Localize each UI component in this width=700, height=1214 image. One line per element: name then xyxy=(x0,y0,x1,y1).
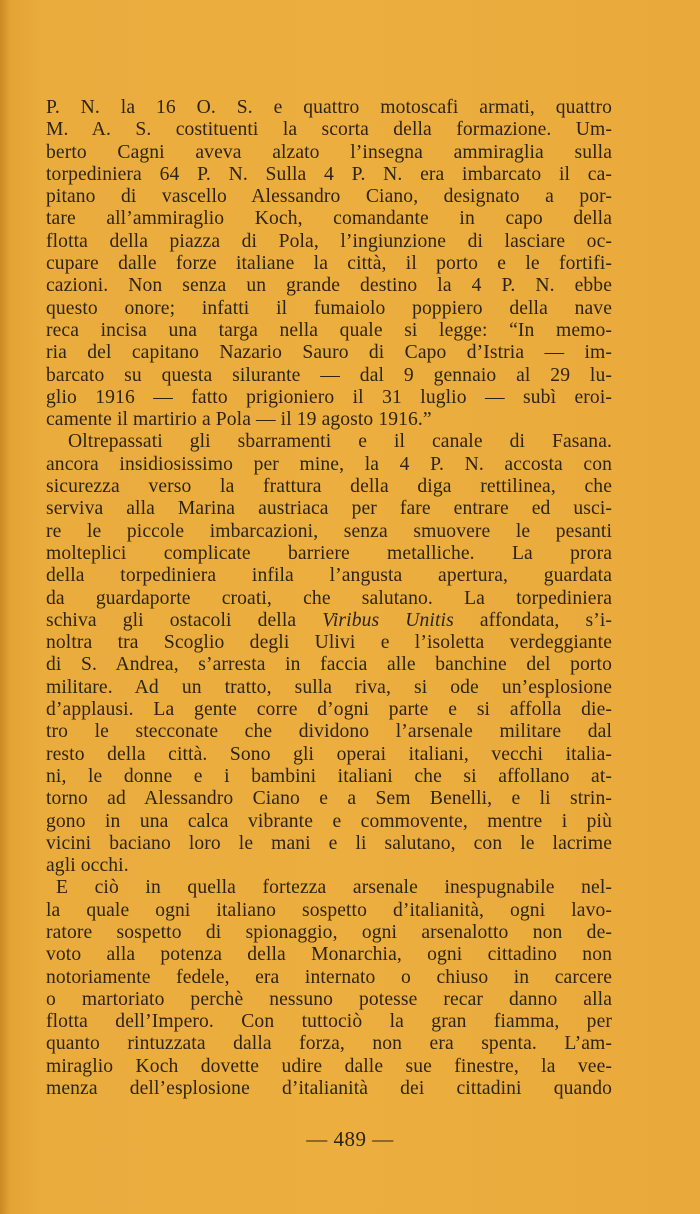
text-line: torpediniera 64 P. N. Sulla 4 P. N. era imbarcato il ca- xyxy=(46,163,612,185)
text-line: questo onore; infatti il fumaiolo poppiero della nave xyxy=(46,297,612,319)
text-line: menza dell’esplosione d’italianità dei cittadini quando xyxy=(46,1078,612,1100)
text-line: da guardaporte croati, che salutano. La torpediniera xyxy=(46,587,612,609)
binding-shadow xyxy=(0,0,10,1214)
text-line xyxy=(46,610,612,632)
text-line: ria del capitano Nazario Sauro di Capo d’Istria — im- xyxy=(46,342,612,364)
text-line: miraglio Koch dovette udire dalle sue finestre, la vee- xyxy=(46,1055,612,1077)
text-line: E ciò in quella fortezza arsenale inespugnabile nel- xyxy=(56,877,612,899)
page-number: — 489 — xyxy=(306,1127,394,1151)
text-line: cupare dalle forze italiane la città, il porto e le fortifi- xyxy=(46,253,612,275)
text-line: re le piccole imbarcazioni, senza smuovere le pesanti xyxy=(46,520,612,542)
text-line: tro le stecconate che dividono l’arsenale militare dal xyxy=(46,721,612,743)
text-line: barcato su questa silurante — dal 9 gennaio al 29 lu- xyxy=(46,364,612,386)
text-line: torno ad Alessandro Ciano e a Sem Benelli, e li strin- xyxy=(46,788,612,810)
text-line: voto alla potenza della Monarchia, ogni cittadino non xyxy=(46,944,612,966)
text-line: ni, le donne e i bambini italiani che si affollano at- xyxy=(46,765,612,787)
text-line: camente il martirio a Pola — il 19 agosto 1916.” xyxy=(46,409,432,431)
text-line: cazioni. Non senza un grande destino la 4 P. N. ebbe xyxy=(46,275,612,297)
text-line: tare all’ammiraglio Koch, comandante in capo della xyxy=(46,208,612,230)
text-line: della torpediniera infila l’angusta apertura, guardata xyxy=(46,565,612,587)
text-line: molteplici complicate barriere metalliche. La prora xyxy=(46,542,612,564)
text-line: ancora insidiosissimo per mine, la 4 P. N. accosta con xyxy=(46,453,612,475)
text-line: ratore sospetto di spionaggio, ogni arsenalotto non de- xyxy=(46,921,612,943)
text-line: agli occhi. xyxy=(46,855,129,877)
text-fragment: affondata, s’i- xyxy=(453,609,612,631)
text-fragment: schiva gli ostacoli della xyxy=(46,609,323,631)
text-line: gono in una calca vibrante e commovente, mentre i più xyxy=(46,810,612,832)
text-line: glio 1916 — fatto prigioniero il 31 luglio — subì eroi- xyxy=(46,386,612,408)
text-line: M. A. S. costituenti la scorta della formazione. Um- xyxy=(46,119,612,141)
text-line: pitano di vascello Alessandro Ciano, designato a por- xyxy=(46,186,612,208)
text-line: sicurezza verso la frattura della diga rettilinea, che xyxy=(46,476,612,498)
text-line: o martoriato perchè nessuno potesse recar danno alla xyxy=(46,988,612,1010)
body-text xyxy=(46,97,612,1100)
text-line: di S. Andrea, s’arresta in faccia alle banchine del porto xyxy=(46,654,612,676)
text-line: notoriamente fedele, era internato o chiuso in carcere xyxy=(46,966,612,988)
text-line: d’applausi. La gente corre d’ogni parte e si affolla die- xyxy=(46,699,612,721)
text-line: flotta della piazza di Pola, l’ingiunzione di lasciare oc- xyxy=(46,230,612,252)
text-line: reca incisa una targa nella quale si legge: “In memo- xyxy=(46,319,612,341)
text-line: quanto rintuzzata dalla forza, non era spenta. L’am- xyxy=(46,1033,612,1055)
text-line: P. N. la 16 O. S. e quattro motoscafi armati, quattro xyxy=(46,97,612,118)
text-line: vicini baciano loro le mani e li salutano, con le lacrime xyxy=(46,832,612,854)
text-line: flotta dell’Impero. Con tuttociò la gran fiamma, per xyxy=(46,1011,612,1033)
text-line: Oltrepassati gli sbarramenti e il canale di Fasana. xyxy=(68,431,612,453)
text-line: serviva alla Marina austriaca per fare entrare ed usci- xyxy=(46,498,612,520)
text-line: la quale ogni italiano sospetto d’italianità, ogni lavo- xyxy=(46,899,612,921)
text-line: militare. Ad un tratto, sulla riva, si ode un’esplosione xyxy=(46,676,612,698)
text-line: berto Cagni aveva alzato l’insegna ammiraglia sulla xyxy=(46,141,612,163)
text-line: resto della città. Sono gli operai italiani, vecchi italia- xyxy=(46,743,612,765)
ship-name: Viribus Unitis xyxy=(322,609,454,631)
text-line: noltra tra Scoglio degli Ulivi e l’isoletta verdeggiante xyxy=(46,632,612,654)
